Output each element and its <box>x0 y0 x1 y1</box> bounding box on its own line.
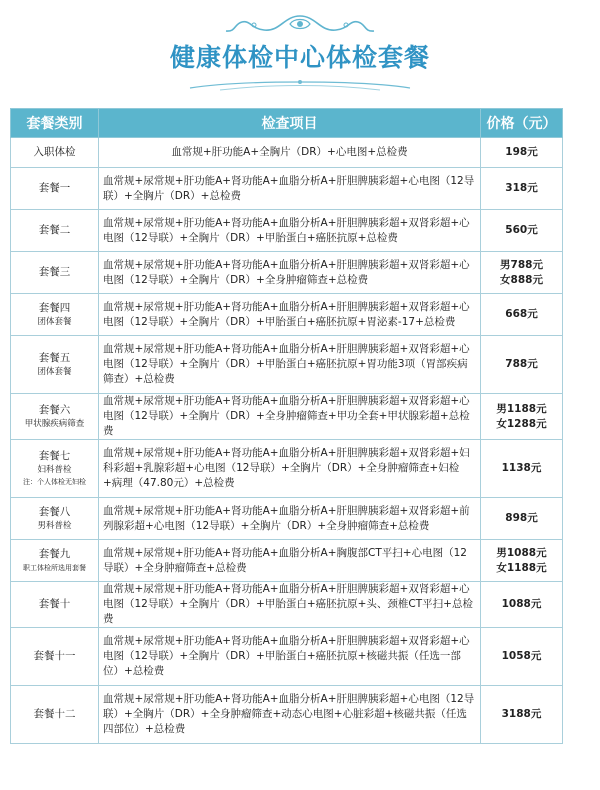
row-category: 套餐二 <box>11 210 99 252</box>
table-row <box>11 582 563 628</box>
row-category: 套餐十二 <box>11 686 99 744</box>
row-price: 1088元 <box>481 582 563 628</box>
flourish-ornament-icon <box>214 12 386 38</box>
header-category: 套餐类别 <box>11 109 99 138</box>
table-row <box>11 168 563 210</box>
table-row <box>11 628 563 686</box>
table-row <box>11 686 563 744</box>
row-price: 198元 <box>481 138 563 168</box>
header-items: 检查项目 <box>99 109 481 138</box>
table-row <box>11 294 563 336</box>
price-female: 女1188元 <box>496 561 547 574</box>
price-female: 女888元 <box>500 273 543 286</box>
row-category: 入职体检 <box>11 138 99 168</box>
row-items: 血常规+尿常规+肝功能A+肾功能A+血脂分析A+肝胆脾胰彩超+双肾彩超+心电图（12导联）+全胸片（DR）+全身肿瘤筛查+甲功全套+甲状腺彩超+总检费 <box>99 394 481 440</box>
table-row <box>11 138 563 168</box>
row-category-note: 注：个人体检无妇检 <box>23 478 86 486</box>
row-items: 血常规+尿常规+肝功能A+肾功能A+血脂分析A+肝胆脾胰彩超+双肾彩超+心电图（12导联）+全胸片（DR）+甲胎蛋白+癌胚抗原+总检费 <box>99 210 481 252</box>
row-items: 血常规+尿常规+肝功能A+肾功能A+血脂分析A+肝胆脾胰彩超+双肾彩超+心电图（12导联）+全胸片（DR）+甲胎蛋白+癌胚抗原+头、颈椎CT平扫+总检费 <box>99 582 481 628</box>
price-male: 男1088元 <box>496 546 547 559</box>
table-row <box>11 440 563 498</box>
row-category-name: 套餐六 <box>38 404 71 416</box>
row-category <box>11 498 99 540</box>
row-items: 血常规+尿常规+肝功能A+肾功能A+血脂分析A+肝胆脾胰彩超+双肾彩超+前列腺彩超+心电图（12导联）+全胸片（DR）+全身肿瘤筛查+总检费 <box>99 498 481 540</box>
row-category-sub: 男科普检 <box>37 521 72 531</box>
table-row <box>11 498 563 540</box>
row-category-name: 套餐四 <box>38 302 71 314</box>
row-price <box>481 540 563 582</box>
row-items: 血常规+肝功能A+全胸片（DR）+心电图+总检费 <box>99 138 481 168</box>
row-price: 898元 <box>481 498 563 540</box>
row-items: 血常规+尿常规+肝功能A+肾功能A+血脂分析A+肝胆脾胰彩超+双肾彩超+妇科彩超+乳腺彩超+心电图（12导联）+全胸片（DR）+全身肿瘤筛查+妇检+病理（47.80元）+总检费 <box>99 440 481 498</box>
row-price <box>481 252 563 294</box>
page-header <box>0 0 600 108</box>
page-title: 健康体检中心体检套餐 <box>169 43 430 72</box>
table-row <box>11 336 563 394</box>
price-female: 女1288元 <box>496 417 547 430</box>
row-category <box>11 394 99 440</box>
row-price: 318元 <box>481 168 563 210</box>
row-category-name: 套餐五 <box>38 352 71 364</box>
title-underline-ornament-icon <box>180 76 420 94</box>
table-row <box>11 252 563 294</box>
row-items: 血常规+尿常规+肝功能A+肾功能A+血脂分析A+肝胆脾胰彩超+双肾彩超+心电图（12导联）+全胸片（DR）+甲胎蛋白+癌胚抗原+胃泌素-17+总检费 <box>99 294 481 336</box>
row-category-name: 套餐七 <box>38 450 71 462</box>
row-category-sub: 团体套餐 <box>37 367 72 377</box>
row-category: 套餐三 <box>11 252 99 294</box>
row-category <box>11 336 99 394</box>
row-category <box>11 540 99 582</box>
row-category <box>11 440 99 498</box>
price-male: 男1188元 <box>496 402 547 415</box>
row-price: 788元 <box>481 336 563 394</box>
row-category: 套餐一 <box>11 168 99 210</box>
row-category: 套餐十 <box>11 582 99 628</box>
row-items: 血常规+尿常规+肝功能A+肾功能A+血脂分析A+肝胆脾胰彩超+心电图（12导联）+全胸片（DR）+总检费 <box>99 168 481 210</box>
row-category-sub: 团体套餐 <box>37 317 72 327</box>
price-male: 男788元 <box>500 258 543 271</box>
row-price: 3188元 <box>481 686 563 744</box>
row-category-name: 套餐九 <box>38 548 71 560</box>
header-price: 价格（元） <box>481 109 563 138</box>
table-row <box>11 394 563 440</box>
row-category <box>11 294 99 336</box>
row-category-sub: 妇科普检 <box>37 465 72 475</box>
table-header-row <box>11 109 563 138</box>
table-row <box>11 210 563 252</box>
row-price: 1058元 <box>481 628 563 686</box>
row-items: 血常规+尿常规+肝功能A+肾功能A+血脂分析A+肝胆脾胰彩超+双肾彩超+心电图（12导联）+全胸片（DR）+甲胎蛋白+癌胚抗原+胃功能3项（胃部疾病筛查）+总检费 <box>99 336 481 394</box>
row-items: 血常规+尿常规+肝功能A+肾功能A+血脂分析A+胸腹部CT平扫+心电图（12导联）+全身肿瘤筛查+总检费 <box>99 540 481 582</box>
row-items: 血常规+尿常规+肝功能A+肾功能A+血脂分析A+肝胆脾胰彩超+双肾彩超+心电图（12导联）+全胸片（DR）+甲胎蛋白+癌胚抗原+核磁共振（任选一部位）+总检费 <box>99 628 481 686</box>
table-row <box>11 540 563 582</box>
row-category-sub: 职工体检所选用套餐 <box>23 564 86 572</box>
row-price: 1138元 <box>481 440 563 498</box>
row-category-sub: 甲状腺疾病筛查 <box>24 419 85 429</box>
row-price: 668元 <box>481 294 563 336</box>
row-price <box>481 394 563 440</box>
package-table <box>10 108 563 744</box>
row-items: 血常规+尿常规+肝功能A+肾功能A+血脂分析A+肝胆脾胰彩超+双肾彩超+心电图（12导联）+全胸片（DR）+全身肿瘤筛查+总检费 <box>99 252 481 294</box>
row-price: 560元 <box>481 210 563 252</box>
row-category: 套餐十一 <box>11 628 99 686</box>
row-category-name: 套餐八 <box>38 506 71 518</box>
row-items: 血常规+尿常规+肝功能A+肾功能A+血脂分析A+肝胆脾胰彩超+心电图（12导联）+全胸片（DR）+全身肿瘤筛查+动态心电图+心脏彩超+核磁共振（任选四部位）+总检费 <box>99 686 481 744</box>
